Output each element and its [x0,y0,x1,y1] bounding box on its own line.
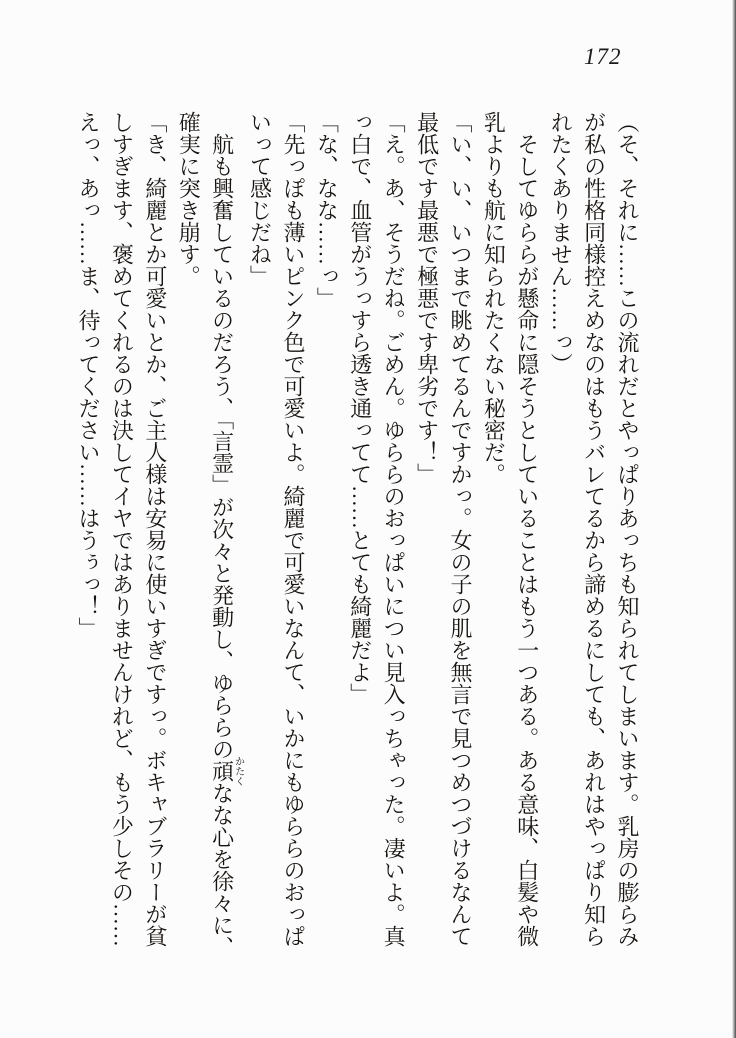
text-column: 「先っぽも薄いピンク色で可愛いよ。綺麗で可愛いなんて、いかにもゆららのおっぱ [280,111,306,947]
text-block [76,111,644,958]
text-column: （そ、それに……この流れだとやっぱりあっちも知られてしまいます。乳房の膨らみ [615,111,640,947]
text-column: っ白で、血管がうっすら透き通ってて……とても綺麗だよ」 [347,111,373,705]
text-column: えっ、あっ……ま、待ってください……はうぅっ！」 [76,111,101,639]
text-column: そしてゆららが懸命に隠そうとしていることはもう一つある。ある意味、白髪や微 [514,111,540,947]
text-column: れたくありません……っ） [548,111,574,375]
text-column: 乳よりも航に知られたくない秘密だ。 [481,111,507,485]
text-column: 「い、い、いつまで眺めてるんですかっ。女の子の肌を無言で見つめつづけるなんて [447,111,473,947]
text-column: しすぎます、褒めてくれるのは決してイヤではありませんけれど、もう少しその…… [109,111,135,947]
page-number: 172 [584,44,622,69]
text-column: 「え。あ、そうだね。ごめん。ゆららのおっぱいについ見入っちゃった。凄いよ。真 [381,111,407,947]
page-edge-shadow [732,0,736,1038]
text-column: 確実に突き崩す。 [176,111,202,287]
text-column: 航も興奮しているのだろう、「言霊」が次々と発動し、ゆららの頑かたくなな心を徐々に、 [209,111,244,958]
text-column: 最低です最悪で極悪です卑劣です！」 [414,111,440,485]
text-column: が私の性格同様控えめなのはもうバレてるから諦めるにしても、あれはやっぱり知ら [581,111,607,947]
text-column: 「な、なな……っ」 [314,111,340,309]
text-column: 「き、綺麗とか可愛いとか、ご主人様は安易に使いすぎですっ。ボキャブラリーが貧 [142,111,168,947]
text-column: いって感じだね」 [247,111,273,287]
